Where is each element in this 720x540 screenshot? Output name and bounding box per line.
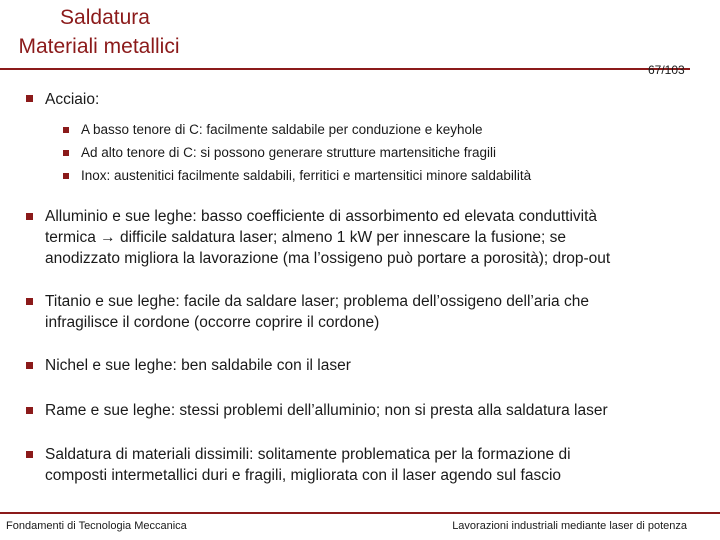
bullet-icon [26, 451, 33, 458]
sub-bullet-icon [63, 173, 69, 179]
subitem-acciaio-2: Ad alto tenore di C: si possono generare strutture martensitiche fragili [81, 145, 496, 160]
page-number: 67/103 [648, 63, 685, 77]
item-alluminio-line2: termica → difficile saldatura laser; almeno 1 kW per innescare la fusione; se [45, 229, 566, 246]
bullet-icon [26, 362, 33, 369]
bullet-icon [26, 298, 33, 305]
bullet-icon [26, 95, 33, 102]
item-titanio: Titanio e sue leghe: facile da saldare laser; problema dell’ossigeno dell’aria che [45, 293, 589, 310]
subitem-acciaio-3: Inox: austenitici facilmente saldabili, ferritici e martensitici minore saldabilità [81, 168, 532, 183]
sub-bullet-icon [63, 150, 69, 156]
footer-right: Lavorazioni industriali mediante laser di potenza [452, 520, 687, 532]
footer-divider [0, 512, 720, 514]
item-dissimili-line2: composti intermetallici duri e fragili, migliorata con il laser agendo sul fascio [45, 467, 562, 484]
item-titanio-line2: infragilisce il cordone (occorre coprire il cordone) [45, 314, 380, 331]
item-rame: Rame e sue leghe: stessi problemi dell’alluminio; non si presta alla saldatura laser [45, 402, 608, 419]
item-nichel: Nichel e sue leghe: ben saldabile con il laser [45, 357, 351, 374]
bullet-icon [26, 213, 33, 220]
item-label: Acciaio [45, 91, 95, 108]
item-dissimili: Saldatura di materiali dissimili: solitamente problematica per la formazione di [45, 446, 571, 463]
item-alluminio-line3: anodizzato migliora la lavorazione (ma l’ossigeno può portare a porosità); drop-out [45, 250, 611, 267]
slide-title-line2: Materiali metallici [18, 35, 180, 58]
header-divider [0, 68, 690, 70]
footer-left: Fondamenti di Tecnologia Meccanica [6, 520, 187, 532]
arrow-right-icon: → [100, 229, 116, 246]
item-acciaio: Acciaio: [45, 91, 100, 108]
bullet-icon [26, 407, 33, 414]
sub-bullet-icon [63, 127, 69, 133]
subitem-acciaio-1: A basso tenore di C: facilmente saldabile per conduzione e keyhole [81, 122, 483, 137]
slide-title-line1: Saldatura [60, 6, 150, 29]
item-alluminio: Alluminio e sue leghe: basso coefficiente di assorbimento ed elevata conduttività [45, 208, 598, 225]
